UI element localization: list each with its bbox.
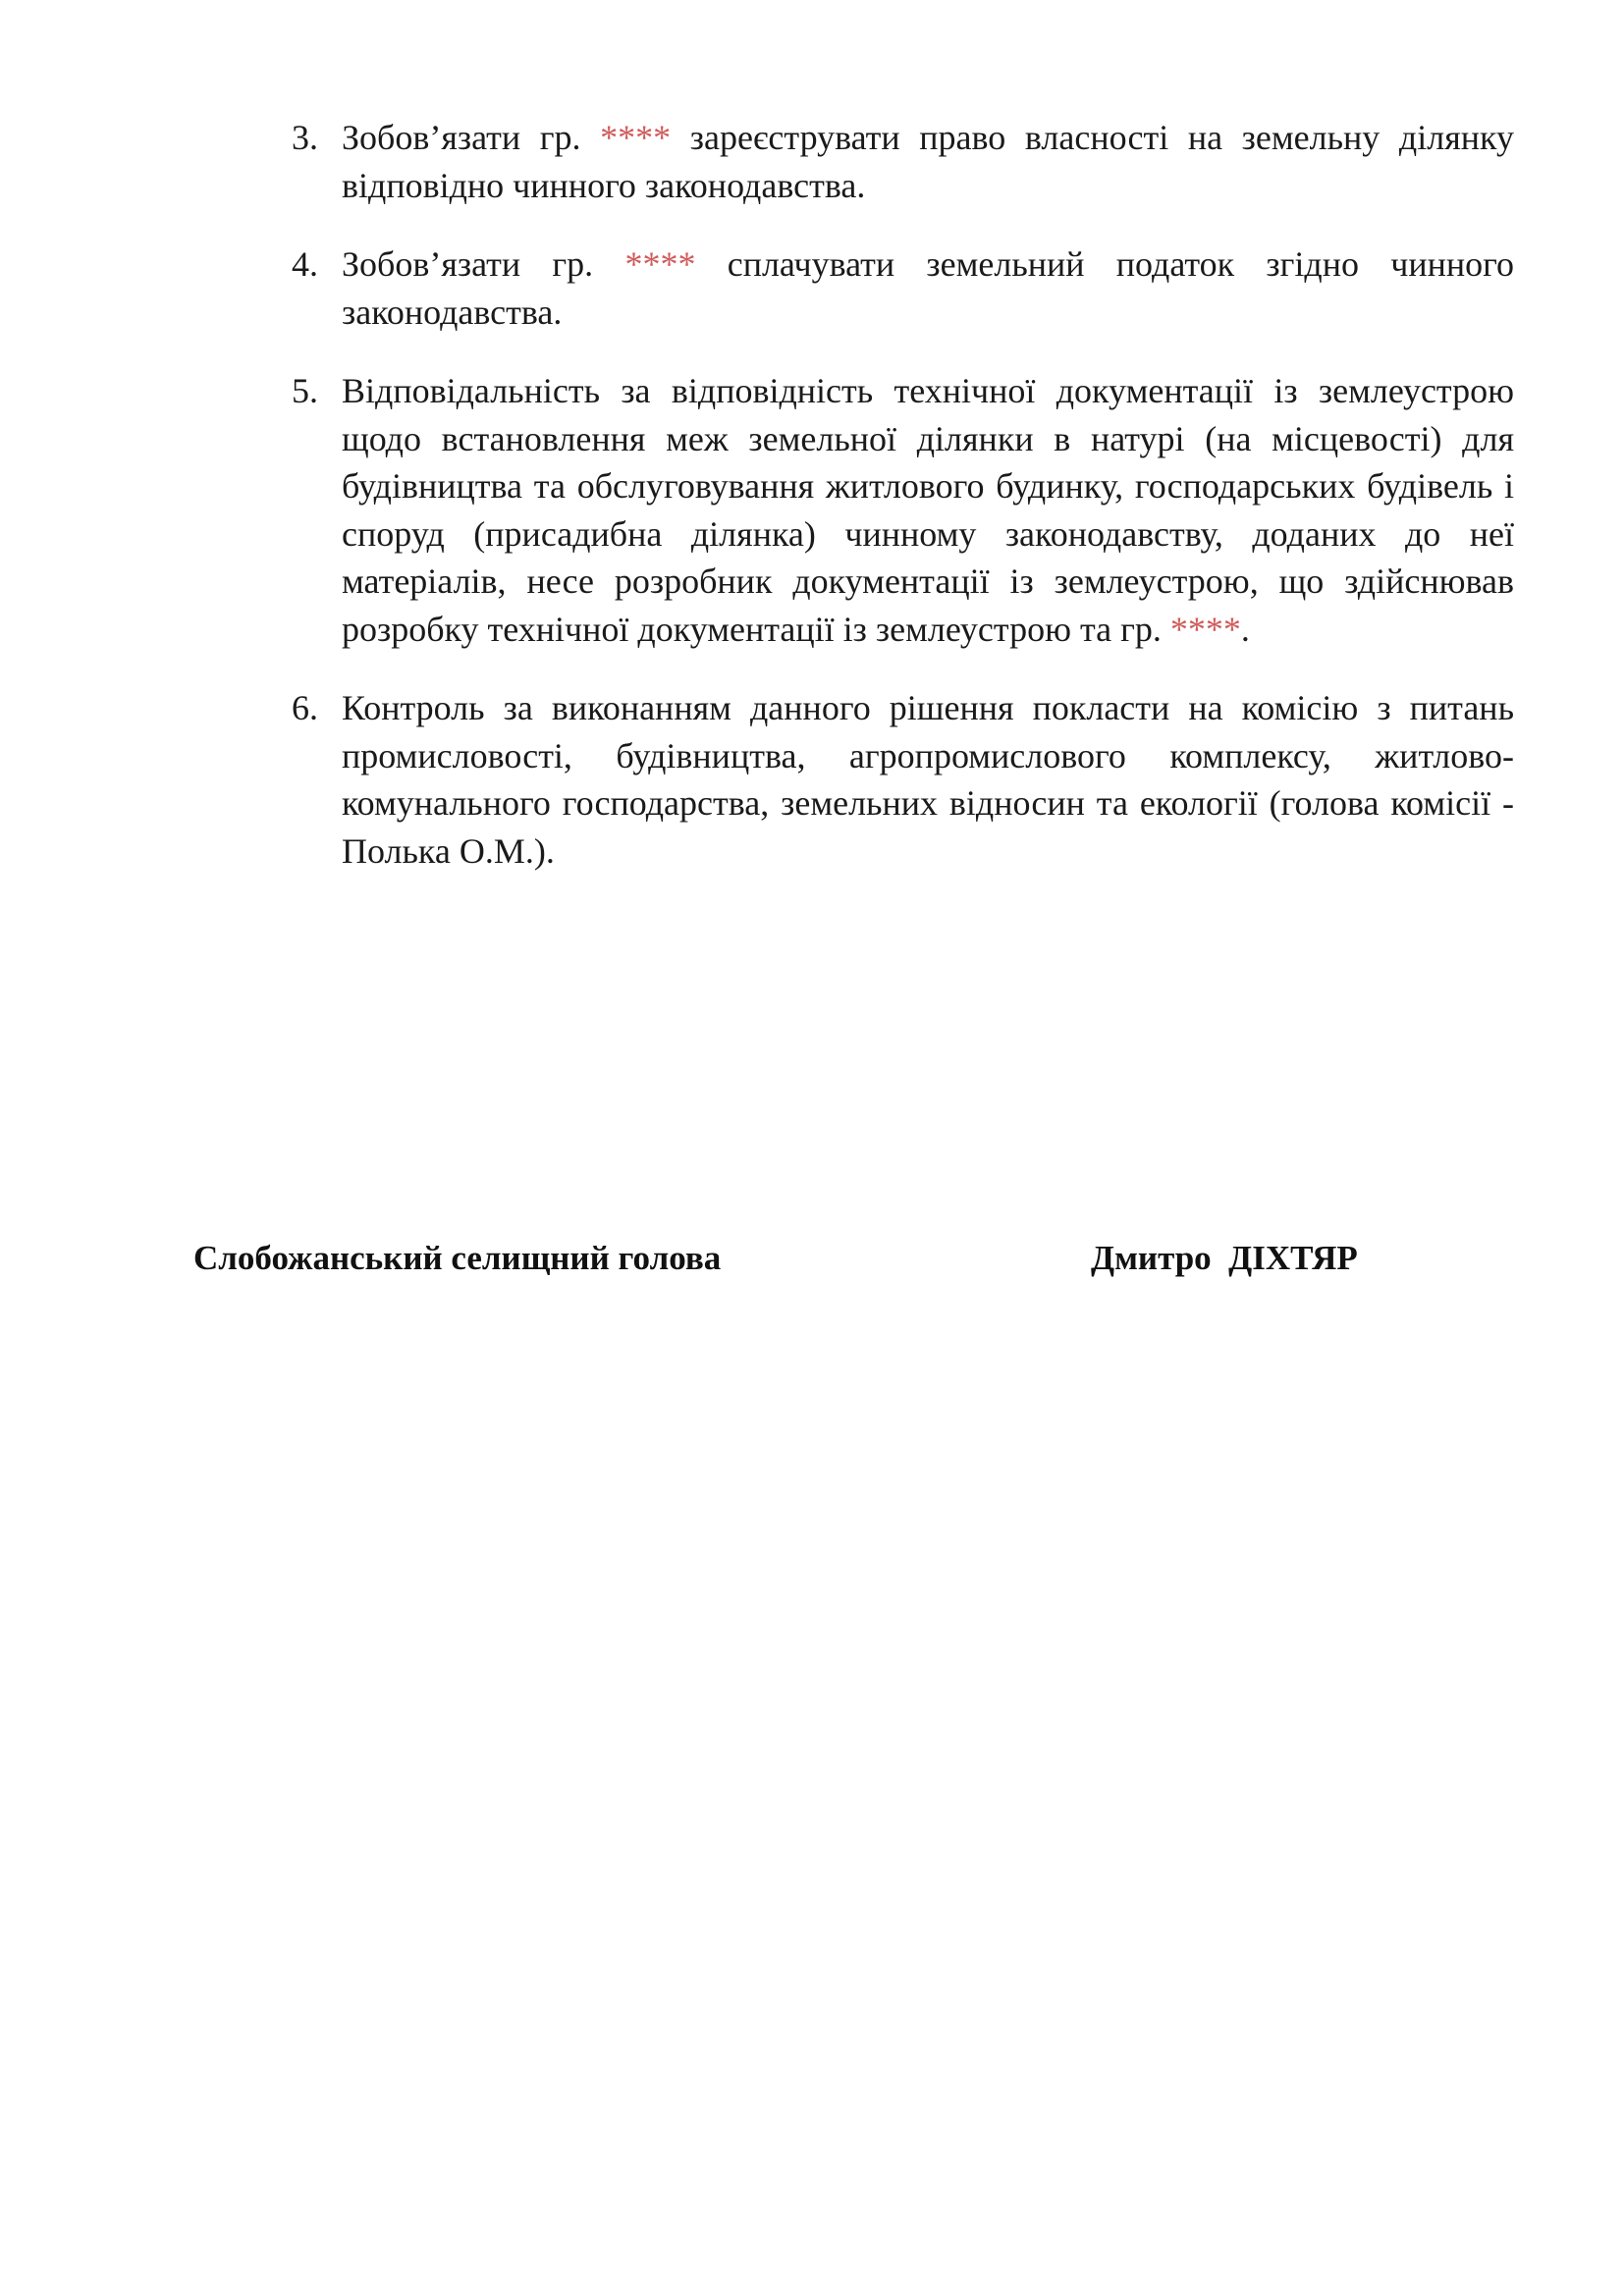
list-item-4 [284,240,1514,336]
signer-title: Слобожанський селищний голова [193,1239,722,1277]
list-item-5 [284,367,1514,653]
item-text-before: Зобов’язати гр. [342,244,625,284]
list-item-3 [284,114,1514,209]
signer-name: Дмитро ДІХТЯР [1091,1239,1358,1277]
item-text-before: Відповідальність за відповідність технічної документації із землеустрою щодо встановлення меж земельної ділянки в натурі (на місцевості) для будівництва та обслуговування житлового будинку, господарських будівель і споруд (присадибна ділянка) чинному законодавству, доданих до неї матеріалів, несе розробник документації із землеустрою, що здійснював розробку технічної документації із землеустрою та гр. [342,371,1514,649]
list-number: 6. [292,688,318,727]
redacted-name: **** [1169,609,1241,649]
list-item-6 [284,684,1514,875]
list-number: 5. [292,371,318,410]
redacted-name: **** [600,118,672,157]
item-text-after: . [1240,609,1250,649]
item-text-before: Зобов’язати гр. [342,118,601,157]
list-number: 3. [292,118,318,157]
item-text-after: сплачувати земельний податок згідно чинного законодавства. [342,244,1514,332]
redacted-name: **** [624,244,696,284]
item-text: Контроль за виконанням данного рішення покласти на комісію з питань промисловості, будівництва, агропромислового комплексу, житлово-комунального господарства, земельних відносин та екології (голова комісії - Полька О.М.). [342,688,1514,871]
decision-list [284,114,1514,906]
item-text-after: зареєструвати право власності на земельну ділянку відповідно чинного законодавства. [342,118,1514,205]
list-number: 4. [292,244,318,284]
signature-block [193,1234,1431,1293]
